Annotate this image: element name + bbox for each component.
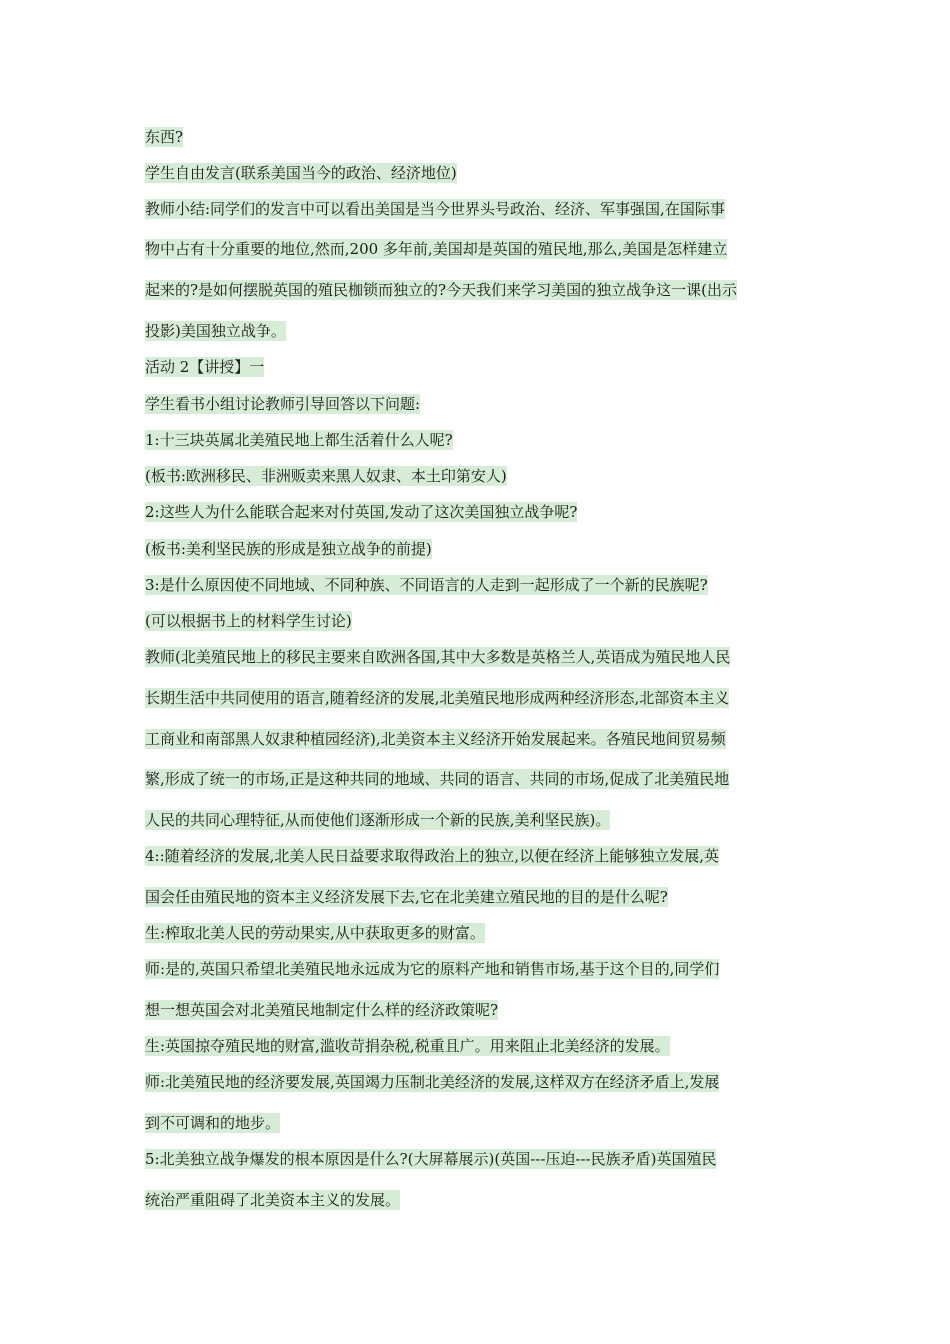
text-line: 东西? — [145, 128, 184, 146]
text-line: 想一想英国会对北美殖民地制定什么样的经济政策呢? — [145, 1001, 499, 1019]
text-line: 国会任由殖民地的资本主义经济发展下去,它在北美建立殖民地的目的是什么呢? — [145, 888, 668, 906]
board-note: (板书:美利坚民族的形成是独立战争的前提) — [145, 540, 432, 558]
text-line: 人民的共同心理特征,从而使他们逐渐形成一个新的民族,美利坚民族)。 — [145, 811, 611, 829]
text-line: 学生自由发言(联系美国当今的政治、经济地位) — [145, 164, 457, 182]
question-3: 3:是什么原因使不同地域、不同种族、不同语言的人走到一起形成了一个新的民族呢? — [145, 576, 708, 594]
text-line: 起来的?是如何摆脱英国的殖民枷锁而独立的?今天我们来学习美国的独立战争这一课(出示 — [145, 281, 737, 299]
text-line: 教师小结:同学们的发言中可以看出美国是当今世界头号政治、经济、军事强国,在国际事 — [145, 200, 725, 218]
text-line: 长期生活中共同使用的语言,随着经济的发展,北美殖民地形成两种经济形态,北部资本主义 — [145, 689, 730, 707]
text-line: 繁,形成了统一的市场,正是这种共同的地域、共同的语言、共同的市场,促成了北美殖民地 — [145, 770, 730, 788]
text-line: 物中占有十分重要的地位,然而,200 多年前,美国却是英国的殖民地,那么,美国是怎样建立 — [145, 240, 728, 258]
text-line: 工商业和南部黑人奴隶种植园经济),北美资本主义经济开始发展起来。各殖民地间贸易频 — [145, 730, 726, 748]
student-answer: 生:榨取北美人民的劳动果实,从中获取更多的财富。 — [145, 924, 485, 942]
teacher-remark: 师:是的,英国只希望北美殖民地永远成为它的原料产地和销售市场,基于这个目的,同学们 — [145, 960, 720, 978]
teacher-remark: 师:北美殖民地的经济要发展,英国竭力压制北美经济的发展,这样双方在经济矛盾上,发展 — [145, 1073, 720, 1091]
question-4: 4::随着经济的发展,北美人民日益要求取得政治上的独立,以便在经济上能够独立发展,英 — [145, 847, 719, 865]
text-line: (可以根据书上的材料学生讨论) — [145, 612, 352, 630]
text-line: 统治严重阻碍了北美资本主义的发展。 — [145, 1191, 401, 1209]
question-2: 2:这些人为什么能联合起来对付英国,发动了这次美国独立战争呢? — [145, 503, 578, 521]
question-1: 1:十三块英属北美殖民地上都生活着什么人呢? — [145, 431, 453, 449]
text-line: 到不可调和的地步。 — [145, 1114, 281, 1132]
text-line: 教师(北美殖民地上的移民主要来自欧洲各国,其中大多数是英格兰人,英语成为殖民地人民 — [145, 648, 731, 666]
text-line: 学生看书小组讨论教师引导回答以下问题: — [145, 395, 421, 413]
student-answer: 生:英国掠夺殖民地的财富,滥收苛捐杂税,税重且广。用来阻止北美经济的发展。 — [145, 1037, 670, 1055]
section-heading: 活动 2【讲授】一 — [145, 358, 265, 376]
question-5: 5:北美独立战争爆发的根本原因是什么?(大屏幕展示)(英国---压迫---民族矛盾)英国殖民 — [145, 1150, 717, 1168]
text-line: 投影)美国独立战争。 — [145, 322, 286, 340]
board-note: (板书:欧洲移民、非洲贩卖来黑人奴隶、本土印第安人) — [145, 467, 507, 485]
